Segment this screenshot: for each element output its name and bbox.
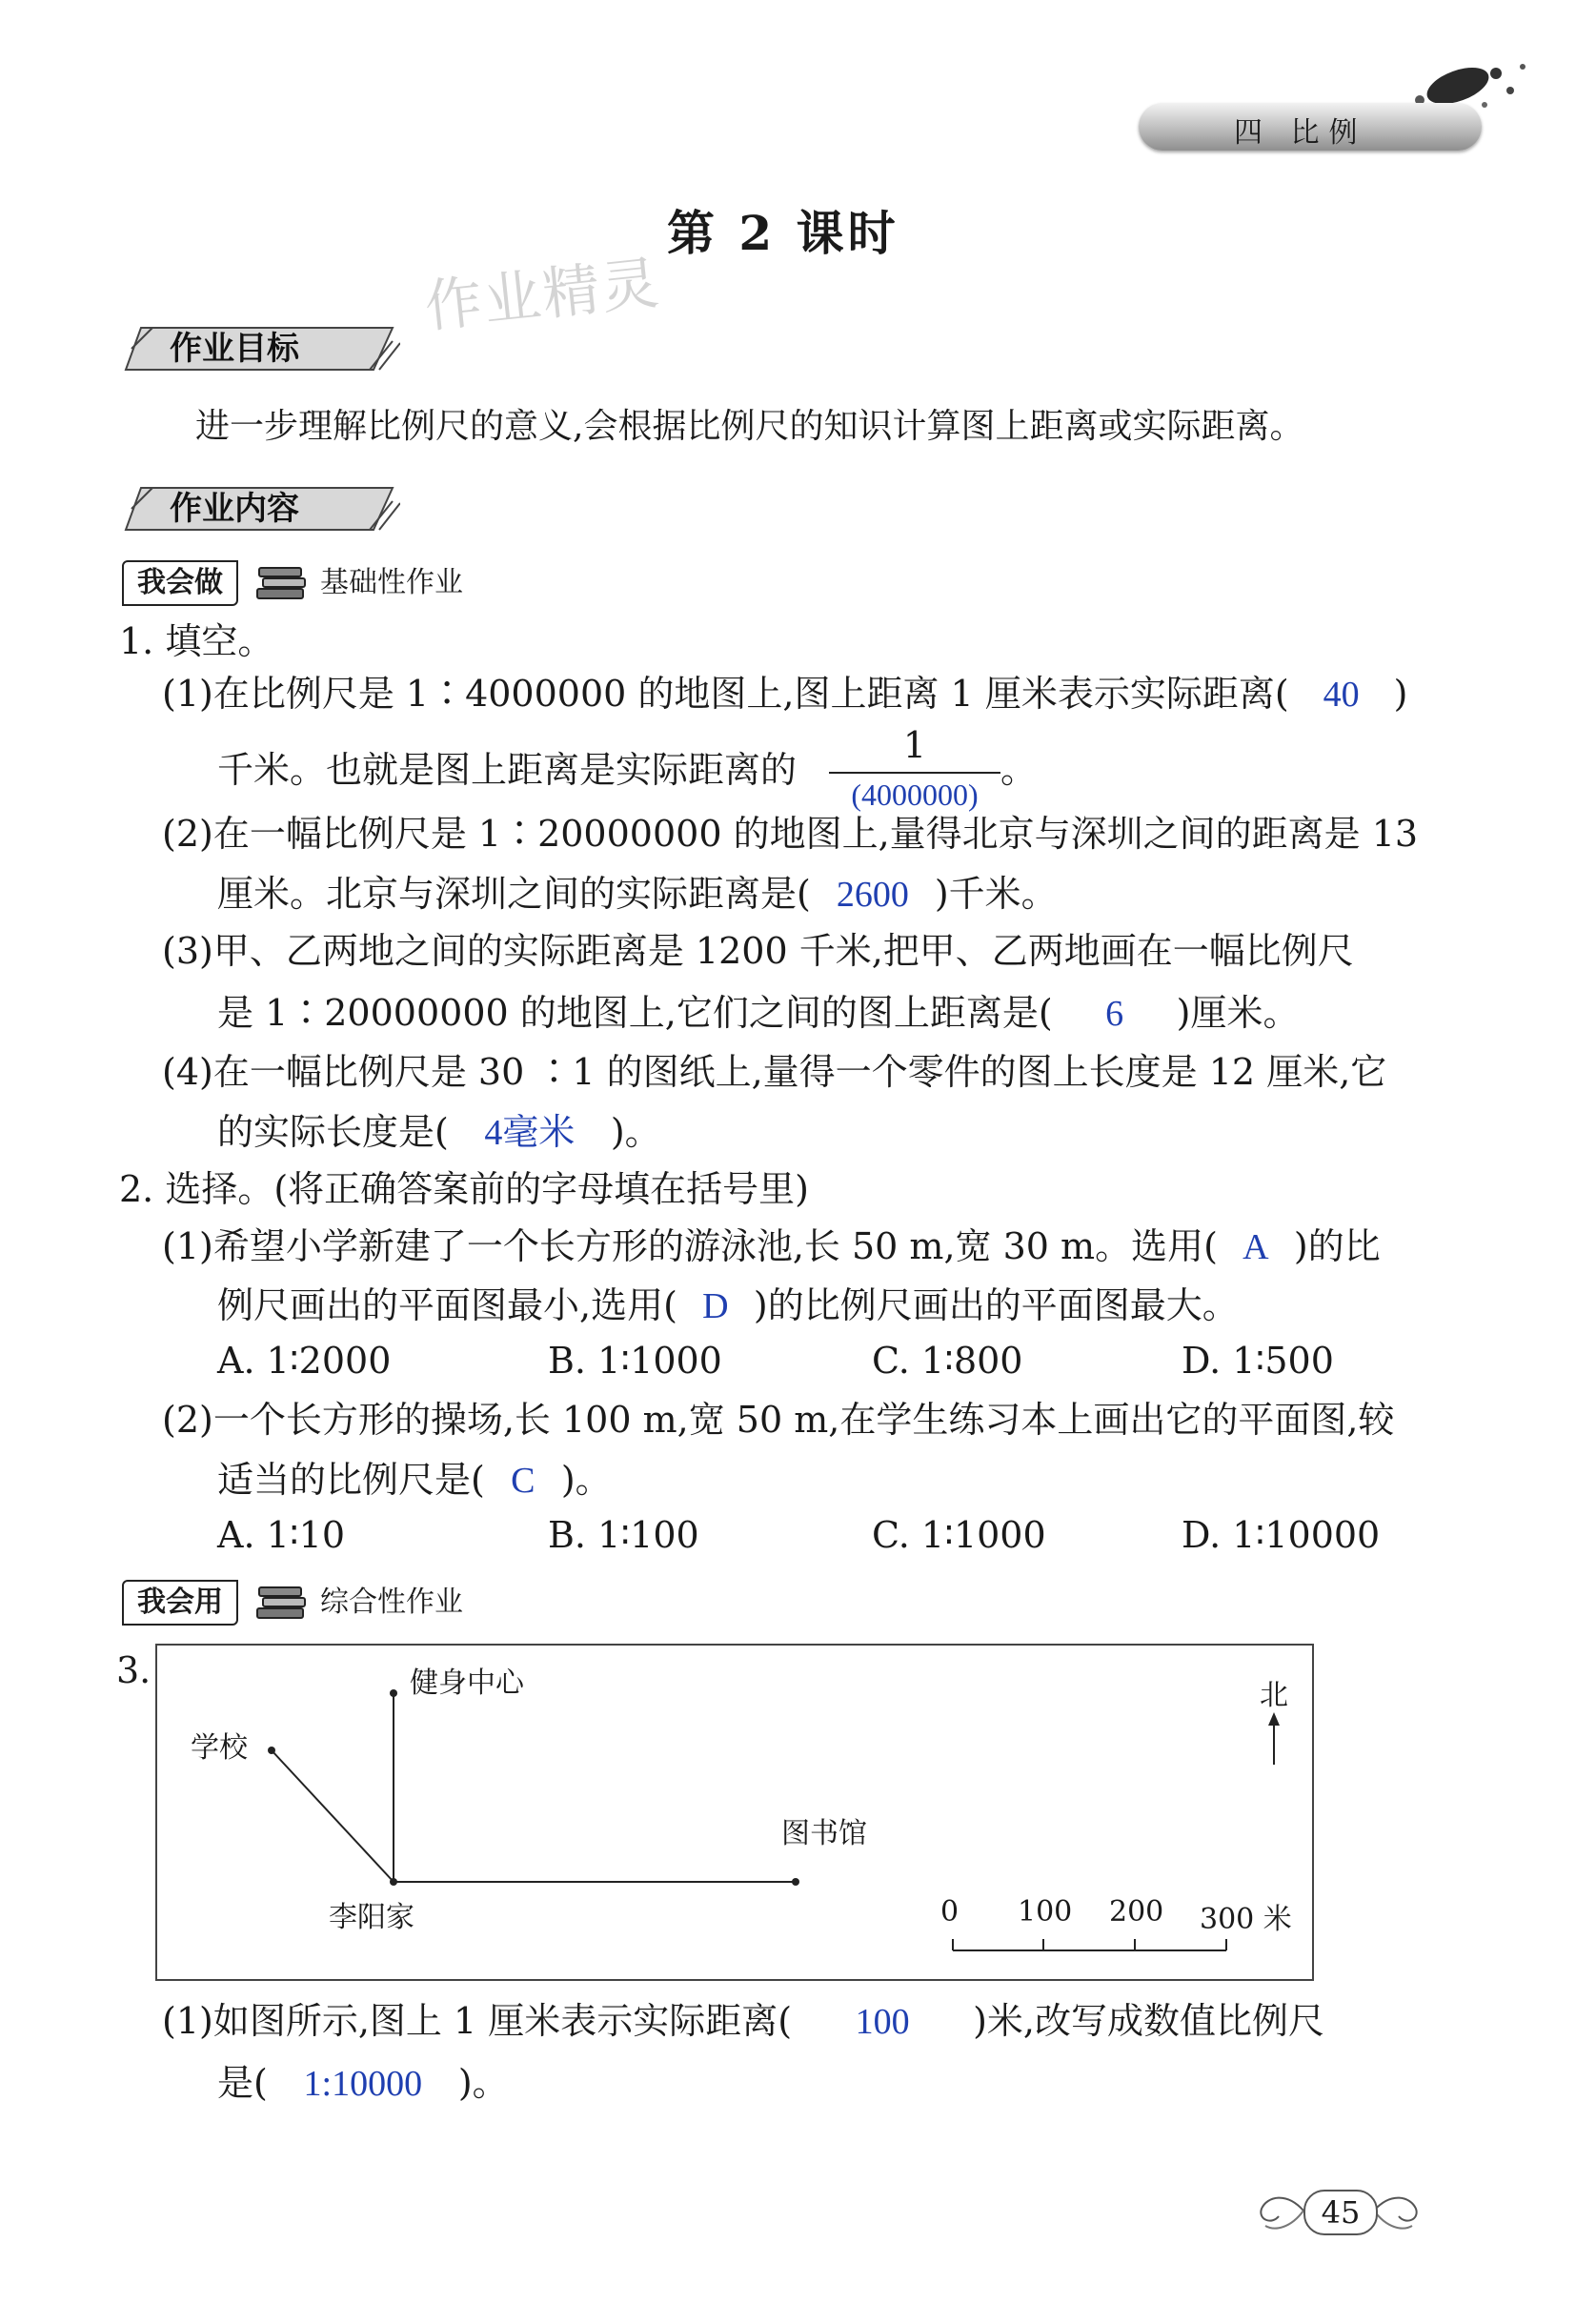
q1-p3-text-a: 是 1∶20000000 的地图上,它们之间的图上距离是( bbox=[217, 992, 1053, 1034]
q1-p2-text-a: 厘米。北京与深圳之间的实际距离是( bbox=[217, 873, 811, 915]
applied-tag-desc: 综合性作业 bbox=[320, 1586, 463, 1619]
q3-p1-text-d: )。 bbox=[457, 2062, 509, 2104]
chapter-tab bbox=[1139, 103, 1482, 151]
q1-p4-answer: 4毫米 bbox=[484, 1113, 576, 1153]
chapter-label: 四 比例 bbox=[1234, 116, 1367, 150]
q1-p4-line2 bbox=[217, 1110, 661, 1155]
q3-p1-line1 bbox=[162, 1999, 1324, 2044]
q2-p2-line2 bbox=[217, 1458, 612, 1503]
q2-p2-option-d: D. 1∶10000 bbox=[1182, 1514, 1381, 1556]
q2-p2-answer: C bbox=[511, 1461, 535, 1501]
applied-homework-tag bbox=[122, 1580, 503, 1626]
q2-p2-text-a: 适当的比例尺是( bbox=[217, 1459, 485, 1501]
goal-text: 进一步理解比例尺的意义,会根据比例尺的知识计算图上距离或实际距离。 bbox=[195, 407, 1304, 446]
q2-p2-line1: (2)一个长方形的操场,长 100 m,宽 50 m,在学生练习本上画出它的平面图,较 bbox=[162, 1399, 1395, 1441]
q2-p1-answer-1: A bbox=[1242, 1227, 1269, 1267]
q1-p1-text-b: ) bbox=[1393, 673, 1408, 715]
q3-map-figure bbox=[155, 1644, 1314, 1981]
q1-title: 1. 填空。 bbox=[119, 620, 274, 662]
q2-p2-option-a: A. 1∶10 bbox=[217, 1514, 346, 1556]
fraction-numerator: 1 bbox=[902, 724, 927, 766]
goal-banner bbox=[124, 324, 400, 374]
q3-p1-text-b: )米,改写成数值比例尺 bbox=[973, 2000, 1324, 2042]
q2-title: 2. 选择。(将正确答案前的字母填在括号里) bbox=[119, 1168, 809, 1210]
q1-p1-line2a: 千米。也就是图上距离是实际距离的 bbox=[217, 749, 798, 791]
basic-homework-tag bbox=[122, 560, 503, 606]
q3-number: 3. bbox=[116, 1649, 152, 1691]
content-banner bbox=[124, 484, 400, 534]
q3-p1-text-c: 是( bbox=[217, 2062, 268, 2104]
scale-tick-0: 0 bbox=[940, 1895, 960, 1929]
q2-p1-option-b: B. 1∶1000 bbox=[548, 1340, 722, 1382]
map-label-home: 李阳家 bbox=[329, 1901, 414, 1934]
q2-p1-text-a: (1)希望小学新建了一个长方形的游泳池,长 50 m,宽 30 m。选用( bbox=[162, 1225, 1218, 1267]
q1-p2-line1: (2)在一幅比例尺是 1∶20000000 的地图上,量得北京与深圳之间的距离是 13 bbox=[162, 813, 1419, 855]
map-label-gym: 健身中心 bbox=[410, 1666, 524, 1700]
watermark: 作业精灵 bbox=[421, 250, 664, 341]
q1-p3-text-b: )厘米。 bbox=[1176, 992, 1300, 1034]
q1-p3-line1: (3)甲、乙两地之间的实际距离是 1200 千米,把甲、乙两地画在一幅比例尺 bbox=[162, 930, 1354, 972]
q1-p4-text-a: 的实际长度是( bbox=[217, 1111, 449, 1153]
map-label-library: 图书馆 bbox=[781, 1817, 867, 1850]
q2-p1-option-d: D. 1∶500 bbox=[1182, 1340, 1334, 1382]
q1-p4-text-b: )。 bbox=[610, 1111, 661, 1153]
q1-p1-line1 bbox=[162, 672, 1407, 717]
q3-p1-answer-1: 100 bbox=[855, 2002, 910, 2042]
q2-p1-text-b: )的比 bbox=[1293, 1225, 1381, 1267]
q1-p3-answer: 6 bbox=[1105, 994, 1124, 1034]
goal-banner-label: 作业目标 bbox=[170, 330, 299, 368]
q1-p4-line1: (4)在一幅比例尺是 30 ∶1 的图纸上,量得一个零件的图上长度是 12 厘米,它 bbox=[162, 1051, 1387, 1093]
map-label-school: 学校 bbox=[191, 1731, 248, 1765]
applied-tag-label: 我会用 bbox=[122, 1580, 238, 1626]
scale-tick-300: 300 米 bbox=[1200, 1903, 1292, 1936]
q1-p1-answer: 40 bbox=[1323, 675, 1360, 715]
basic-tag-desc: 基础性作业 bbox=[320, 566, 463, 599]
q2-p1-line1 bbox=[162, 1224, 1381, 1269]
q1-p3-line2 bbox=[217, 991, 1299, 1036]
fraction-denominator-answer: (4000000) bbox=[851, 778, 979, 812]
page-number-ornament bbox=[1248, 2182, 1429, 2239]
north-arrow-icon: 北 bbox=[1260, 1679, 1288, 1712]
q2-p1-line2 bbox=[217, 1283, 1239, 1328]
lesson-title: 第 2 课时 bbox=[667, 205, 899, 261]
q2-p1-option-c: C. 1∶800 bbox=[872, 1340, 1023, 1382]
q2-p1-option-a: A. 1∶2000 bbox=[217, 1340, 392, 1382]
page-number: 45 bbox=[1303, 2190, 1378, 2235]
q3-p1-answer-2: 1:10000 bbox=[303, 2064, 423, 2104]
q2-p2-text-b: )。 bbox=[560, 1459, 612, 1501]
q1-p2-text-b: )千米。 bbox=[934, 873, 1058, 915]
basic-tag-label: 我会做 bbox=[122, 560, 238, 606]
q1-p1-line2b: 。 bbox=[1000, 749, 1038, 791]
scale-tick-200: 200 bbox=[1109, 1895, 1164, 1929]
q1-p1-text-a: (1)在比例尺是 1∶4000000 的地图上,图上距离 1 厘米表示实际距离( bbox=[162, 673, 1289, 715]
q2-p1-text-c: 例尺画出的平面图最小,选用( bbox=[217, 1284, 677, 1326]
q1-p1-fraction bbox=[829, 724, 1000, 819]
scale-tick-100: 100 bbox=[1018, 1895, 1073, 1929]
books-icon bbox=[255, 564, 309, 602]
q2-p2-option-b: B. 1∶100 bbox=[548, 1514, 699, 1556]
q3-p1-text-a: (1)如图所示,图上 1 厘米表示实际距离( bbox=[162, 2000, 793, 2042]
q1-p2-answer: 2600 bbox=[836, 875, 909, 915]
q2-p1-text-d: )的比例尺画出的平面图最大。 bbox=[753, 1284, 1239, 1326]
fraction-bar bbox=[829, 772, 1000, 774]
q3-p1-line2 bbox=[217, 2061, 509, 2106]
q2-p2-option-c: C. 1∶1000 bbox=[872, 1514, 1046, 1556]
books-icon bbox=[255, 1584, 309, 1622]
q2-p1-answer-2: D bbox=[702, 1286, 729, 1326]
q1-p2-line2 bbox=[217, 872, 1058, 917]
content-banner-label: 作业内容 bbox=[170, 490, 299, 528]
